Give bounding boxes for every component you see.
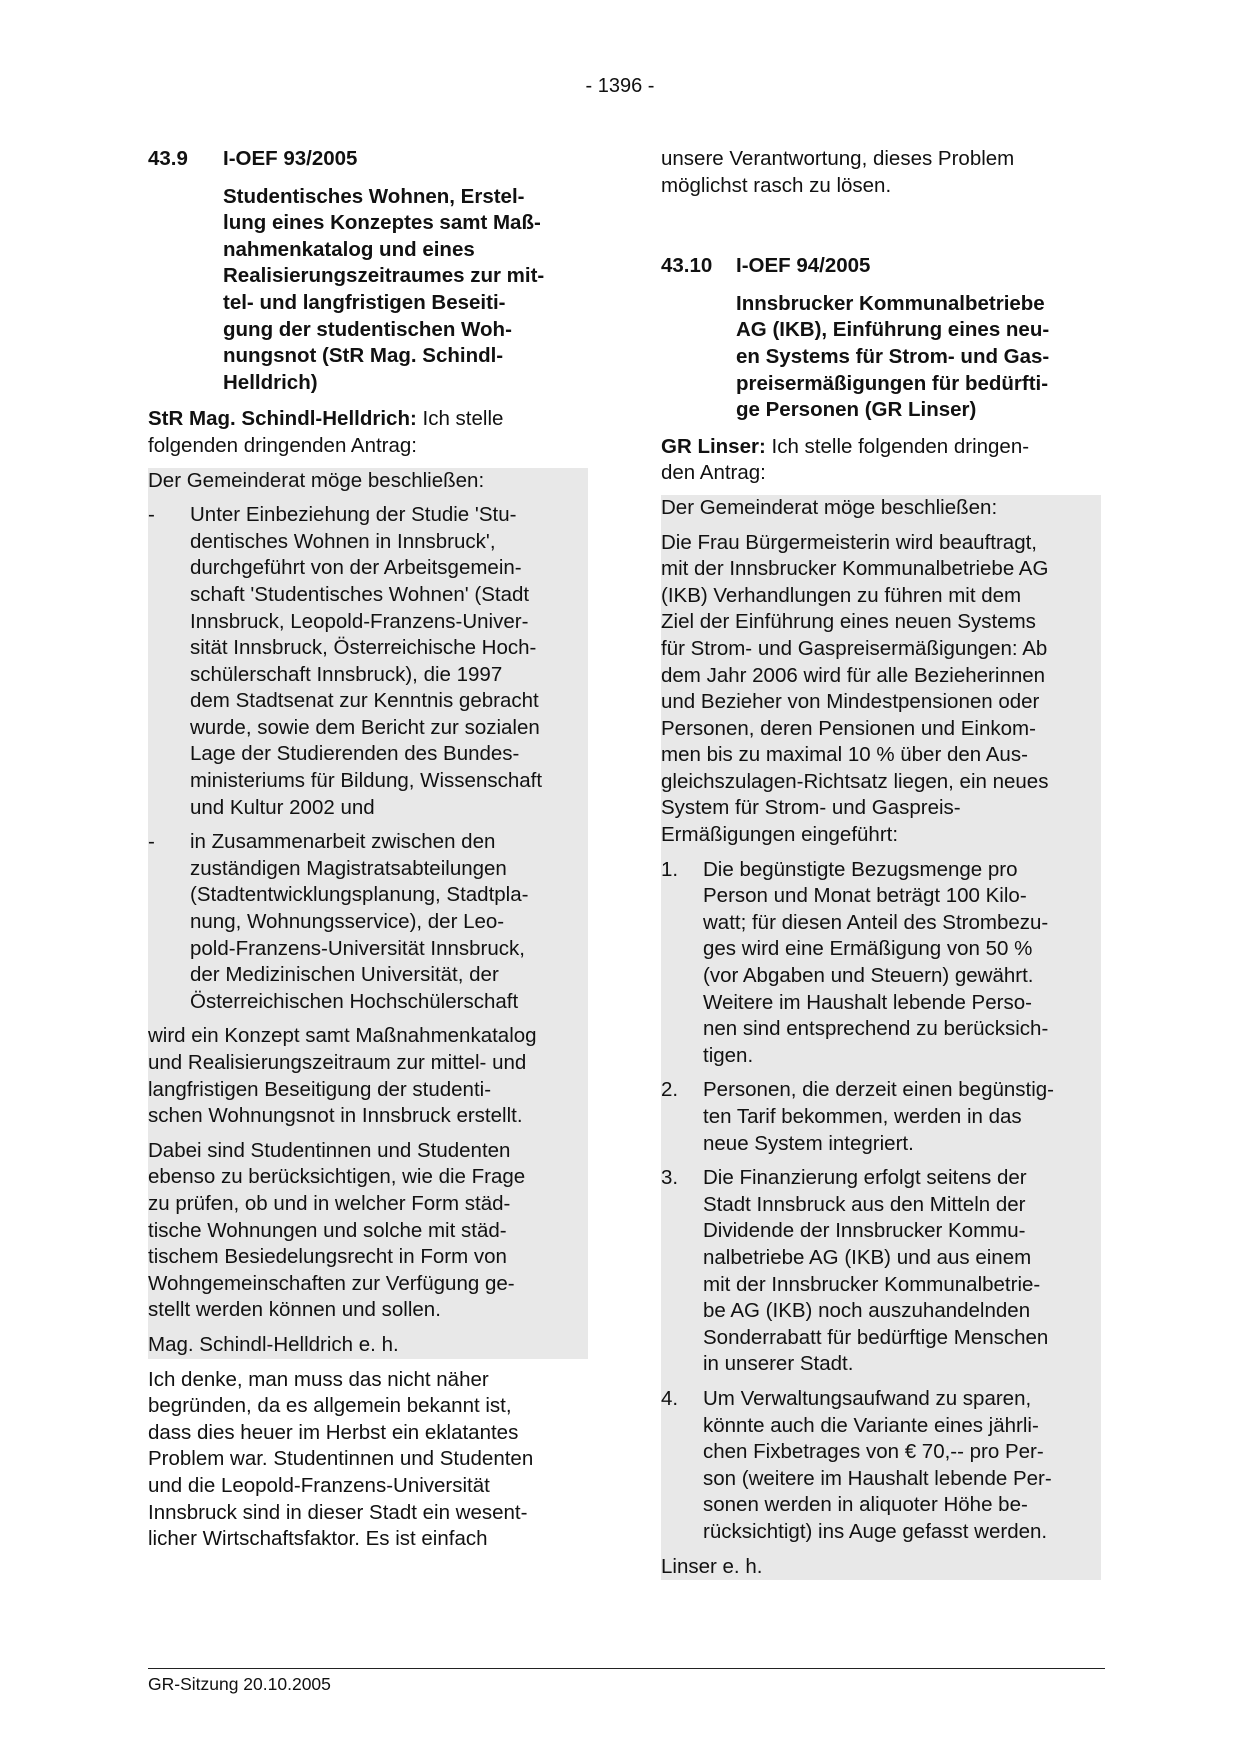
text-line: licher Wirtschaftsfaktor. Es ist einfach bbox=[148, 1527, 488, 1551]
agenda-item-heading bbox=[661, 253, 1101, 280]
motion-box bbox=[661, 495, 1101, 1580]
title-line: lung eines Konzeptes samt Maß- bbox=[223, 211, 541, 235]
motion-opening: Der Gemeinderat möge beschließen: bbox=[148, 468, 485, 492]
intro-line: Ich stelle bbox=[422, 407, 504, 431]
carryover-paragraph bbox=[661, 146, 1101, 199]
intro-line: den Antrag: bbox=[661, 461, 766, 485]
text-line: pold-Franzens-Universität Innsbruck, bbox=[190, 936, 525, 960]
text-line: neue System integriert. bbox=[703, 1131, 914, 1155]
list-item bbox=[661, 857, 1101, 1078]
text-line: und Realisierungszeitraum zur mittel- und bbox=[148, 1051, 527, 1074]
text-line: langfristigen Beseitigung der studenti- bbox=[148, 1077, 492, 1101]
title-line: preisermäßigungen für bedürfti- bbox=[736, 371, 1049, 395]
title-line: nungsnot (StR Mag. Schindl- bbox=[223, 344, 504, 368]
agenda-item-number: 43.9 bbox=[148, 147, 188, 170]
text-line: sität Innsbruck, Österreichische Hoch- bbox=[190, 636, 537, 660]
title-line: Innsbrucker Kommunalbetriebe bbox=[736, 291, 1045, 315]
text-line: ebenso zu berücksichtigen, wie die Frage bbox=[148, 1165, 526, 1189]
text-line: wurde, sowie dem Bericht zur sozialen bbox=[190, 715, 540, 739]
list-number: 3. bbox=[661, 1166, 679, 1190]
text-line: (Stadtentwicklungsplanung, Stadtpla- bbox=[190, 883, 529, 907]
footer-divider bbox=[148, 1668, 1105, 1669]
intro-line: folgenden dringenden Antrag: bbox=[148, 433, 418, 457]
text-line: unsere Verantwortung, dieses Problem bbox=[661, 147, 1015, 170]
list-number: 4. bbox=[661, 1386, 679, 1410]
agenda-item-heading bbox=[148, 146, 588, 173]
text-line: zu prüfen, ob und in welcher Form städ- bbox=[148, 1191, 511, 1215]
text-line: ges wird eine Ermäßigung von 50 % bbox=[703, 937, 1033, 961]
text-line: in Zusammenarbeit zwischen den bbox=[190, 830, 496, 854]
intro-line: Ich stelle folgenden dringen- bbox=[771, 434, 1030, 458]
motion-signature: Mag. Schindl-Helldrich e. h. bbox=[148, 1332, 399, 1356]
text-line: Dabei sind Studentinnen und Studenten bbox=[148, 1138, 511, 1162]
text-line: Innsbruck sind in dieser Stadt ein wesent- bbox=[148, 1500, 528, 1524]
text-line: men bis zu maximal 10 % über den Aus- bbox=[661, 743, 1028, 767]
text-line: begründen, da es allgemein bekannt ist, bbox=[148, 1394, 512, 1418]
text-line: könnte auch die Variante eines jährli- bbox=[703, 1413, 1039, 1437]
text-line: Dividende der Innsbrucker Kommu- bbox=[703, 1219, 1026, 1243]
text-line: be AG (IKB) noch auszuhandelnden bbox=[703, 1299, 1031, 1323]
text-line: nung, Wohnungsservice), der Leo- bbox=[190, 910, 505, 934]
text-line: Stadt Innsbruck aus den Mitteln der bbox=[703, 1192, 1026, 1216]
text-line: son (weitere im Haushalt lebende Per- bbox=[703, 1466, 1052, 1490]
text-line: schaft 'Studentisches Wohnen' (Stadt bbox=[190, 582, 530, 606]
text-line: Die Finanzierung erfolgt seitens der bbox=[703, 1166, 1027, 1190]
text-line: Weitere im Haushalt lebende Perso- bbox=[703, 990, 1032, 1014]
text-line: wird ein Konzept samt Maßnahmenkatalog bbox=[148, 1024, 537, 1048]
text-line: schen Wohnungsnot in Innsbruck erstellt. bbox=[148, 1104, 523, 1128]
text-line: zuständigen Magistratsabteilungen bbox=[190, 856, 507, 880]
text-line: tigen. bbox=[703, 1043, 754, 1067]
list-text bbox=[703, 857, 1101, 1070]
list-number: 2. bbox=[661, 1078, 679, 1102]
text-line: ten Tarif bekommen, werden in das bbox=[703, 1105, 1022, 1128]
text-line: Personen, die derzeit einen begünstig- bbox=[703, 1078, 1055, 1102]
footer-session-date: GR-Sitzung 20.10.2005 bbox=[148, 1674, 331, 1694]
speaker-name: GR Linser: bbox=[661, 434, 766, 458]
text-line: Problem war. Studentinnen und Studenten bbox=[148, 1447, 534, 1471]
motion-continuation bbox=[148, 1023, 588, 1137]
text-line: Person und Monat beträgt 100 Kilo- bbox=[703, 884, 1027, 908]
text-line: möglichst rasch zu lösen. bbox=[661, 173, 892, 197]
text-line: mit der Innsbrucker Kommunalbetriebe AG bbox=[661, 557, 1049, 581]
list-item bbox=[148, 502, 588, 829]
text-line: dass dies heuer im Herbst ein eklatantes bbox=[148, 1420, 519, 1444]
agenda-item-title bbox=[736, 291, 1101, 424]
title-line: ge Personen (GR Linser) bbox=[736, 398, 977, 422]
title-line: tel- und langfristigen Beseiti- bbox=[223, 290, 506, 314]
text-line: in unserer Stadt. bbox=[703, 1352, 854, 1376]
text-line: tischem Besiedelungsrecht in Form von bbox=[148, 1245, 507, 1269]
motion-signature: Linser e. h. bbox=[661, 1554, 763, 1578]
speaker-intro bbox=[148, 406, 588, 459]
text-line: watt; für diesen Anteil des Strombezu- bbox=[703, 910, 1049, 934]
title-line: en Systems für Strom- und Gas- bbox=[736, 344, 1050, 368]
text-line: gleichszulagen-Richtsatz liegen, ein neues bbox=[661, 769, 1049, 793]
text-line: dem Stadtsenat zur Kenntnis gebracht bbox=[190, 689, 539, 713]
text-line: Unter Einbeziehung der Studie 'Stu- bbox=[190, 503, 517, 527]
text-line: schülerschaft Innsbruck), die 1997 bbox=[190, 662, 503, 686]
text-line: chen Fixbetrages von € 70,-- pro Per- bbox=[703, 1440, 1044, 1464]
text-line: Wohngemeinschaften zur Verfügung ge- bbox=[148, 1271, 515, 1295]
text-line: dem Jahr 2006 wird für alle Bezieherinnen bbox=[661, 663, 1046, 687]
text-line: dentisches Wohnen in Innsbruck', bbox=[190, 529, 496, 553]
page-number: - 1396 - bbox=[585, 75, 655, 97]
list-text bbox=[703, 1386, 1101, 1546]
bullet-marker: - bbox=[148, 830, 155, 854]
text-line: (IKB) Verhandlungen zu führen mit dem bbox=[661, 583, 1022, 607]
title-line: nahmenkatalog und eines bbox=[223, 237, 475, 261]
list-item bbox=[661, 1386, 1101, 1554]
text-line: nalbetriebe AG (IKB) und aus einem bbox=[703, 1245, 1032, 1269]
list-item bbox=[661, 1077, 1101, 1165]
text-line: System für Strom- und Gaspreis- bbox=[661, 796, 961, 820]
list-text bbox=[703, 1077, 1101, 1157]
text-line: durchgeführt von der Arbeitsgemein- bbox=[190, 556, 522, 580]
text-line: Lage der Studierenden des Bundes- bbox=[190, 742, 520, 766]
text-line: Österreichischen Hochschülerschaft bbox=[190, 989, 519, 1013]
agenda-item-title bbox=[223, 184, 588, 397]
text-line: stellt werden können und sollen. bbox=[148, 1298, 441, 1322]
motion-opening: Der Gemeinderat möge beschließen: bbox=[661, 495, 998, 519]
text-line: und Kultur 2002 und bbox=[190, 795, 375, 819]
title-line: Realisierungszeitraumes zur mit- bbox=[223, 264, 545, 288]
text-line: ministeriums für Bildung, Wissenschaft bbox=[190, 769, 543, 793]
text-line: rücksichtigt) ins Auge gefasst werden. bbox=[703, 1519, 1048, 1543]
text-line: Innsbruck, Leopold-Franzens-Univer- bbox=[190, 609, 529, 633]
title-line: Helldrich) bbox=[223, 370, 318, 394]
text-line: tische Wohnungen und solche mit städ- bbox=[148, 1218, 507, 1242]
text-line: sonen werden in aliquoter Höhe be- bbox=[703, 1493, 1028, 1517]
title-line: gung der studentischen Woh- bbox=[223, 317, 512, 341]
text-line: (vor Abgaben und Steuern) gewährt. bbox=[703, 964, 1034, 988]
bullet-marker: - bbox=[148, 503, 155, 527]
agenda-item-number: 43.10 bbox=[661, 254, 713, 278]
motion-paragraph bbox=[661, 530, 1101, 857]
left-column bbox=[148, 146, 588, 1553]
text-line: Ziel der Einführung eines neuen Systems bbox=[661, 610, 1036, 634]
list-number: 1. bbox=[661, 857, 679, 881]
text-line: Sonderrabatt für bedürftige Menschen bbox=[703, 1325, 1049, 1349]
motion-box bbox=[148, 468, 588, 1359]
speaker-name: StR Mag. Schindl-Helldrich: bbox=[148, 407, 417, 431]
closing-paragraph bbox=[148, 1367, 588, 1553]
motion-bullet-list bbox=[148, 502, 588, 1023]
list-text bbox=[703, 1165, 1101, 1378]
agenda-item-code: I-OEF 94/2005 bbox=[736, 254, 871, 278]
right-column bbox=[661, 146, 1101, 1580]
text-line: Die Frau Bürgermeisterin wird beauftragt, bbox=[661, 530, 1037, 554]
text-line: nen sind entsprechend zu berücksich- bbox=[703, 1017, 1049, 1041]
text-line: der Medizinischen Universität, der bbox=[190, 963, 499, 987]
text-line: mit der Innsbrucker Kommunalbetrie- bbox=[703, 1272, 1041, 1296]
speaker-intro bbox=[661, 434, 1101, 487]
title-line: AG (IKB), Einführung eines neu- bbox=[736, 318, 1050, 342]
motion-numbered-list bbox=[661, 857, 1101, 1554]
list-item bbox=[661, 1165, 1101, 1386]
agenda-item-code: I-OEF 93/2005 bbox=[223, 147, 358, 170]
text-line: und die Leopold-Franzens-Universität bbox=[148, 1473, 490, 1497]
text-line: und Bezieher von Mindestpensionen oder bbox=[661, 690, 1040, 714]
text-line: Ich denke, man muss das nicht näher bbox=[148, 1367, 489, 1391]
text-line: Ermäßigungen eingeführt: bbox=[661, 823, 899, 847]
list-item bbox=[148, 829, 588, 1023]
bullet-text bbox=[190, 829, 588, 1015]
motion-paragraph bbox=[148, 1138, 588, 1332]
title-line: Studentisches Wohnen, Erstel- bbox=[223, 184, 525, 208]
text-line: für Strom- und Gaspreisermäßigungen: Ab bbox=[661, 636, 1048, 660]
text-line: Um Verwaltungsaufwand zu sparen, bbox=[703, 1386, 1032, 1410]
text-line: Die begünstigte Bezugsmenge pro bbox=[703, 857, 1018, 881]
text-line: Personen, deren Pensionen und Einkom- bbox=[661, 716, 1036, 740]
bullet-text bbox=[190, 502, 588, 821]
